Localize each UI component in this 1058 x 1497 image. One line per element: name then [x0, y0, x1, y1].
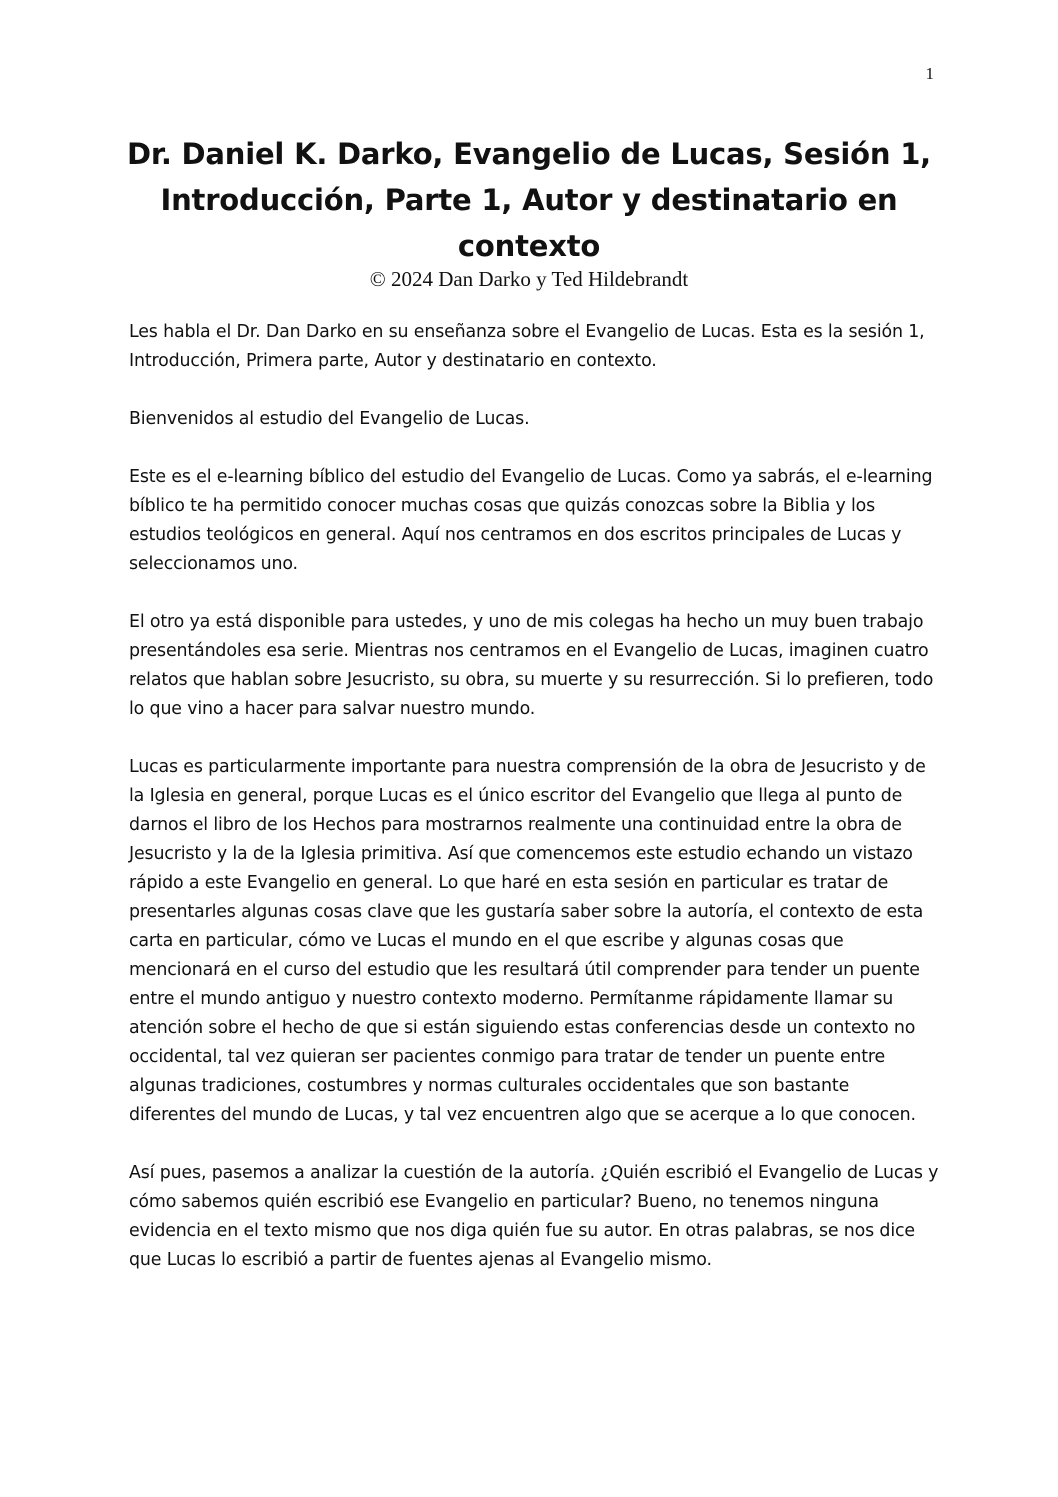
title-line: contexto	[457, 229, 601, 263]
copyright-line: © 2024 Dan Darko y Ted Hildebrandt	[369, 267, 689, 291]
paragraph: Este es el e-learning bíblico del estudio del Evangelio de Lucas. Como ya sabrás, el e-learning bíblico te ha permitido conocer muchas cosas que quizás conozcas sobre la Biblia y los estudios teológicos en general. Aquí nos centramos en dos escritos principales de Lucas y seleccionamos uno.	[129, 467, 933, 574]
paragraph: El otro ya está disponible para ustedes, y uno de mis colegas ha hecho un muy buen trabajo presentándoles esa serie. Mientras nos centramos en el Evangelio de Lucas, imaginen cuatro relatos que hablan sobre Jesucristo, su obra, su muerte y su resurrección. Si lo prefieren, todo lo que vino a hacer para salvar nuestro mundo.	[129, 612, 934, 719]
page-number: 1	[925, 64, 934, 83]
document-title	[100, 131, 958, 269]
document-body	[129, 318, 939, 1304]
paragraph: Les habla el Dr. Dan Darko en su enseñanza sobre el Evangelio de Lucas. Esta es la sesión 1, Introducción, Primera parte, Autor y destinatario en contexto.	[129, 322, 925, 371]
paragraph: Bienvenidos al estudio del Evangelio de Lucas.	[129, 409, 530, 429]
paragraph: Así pues, pasemos a analizar la cuestión de la autoría. ¿Quién escribió el Evangelio de Lucas y cómo sabemos quién escribió ese Evangelio en particular? Bueno, no tenemos ninguna evidencia en el texto mismo que nos diga quién fue su autor. En otras palabras, se nos dice que Lucas lo escribió a partir de fuentes ajenas al Evangelio mismo.	[129, 1163, 939, 1270]
title-line: Dr. Daniel K. Darko, Evangelio de Lucas, Sesión 1,	[126, 137, 931, 171]
paragraph: Lucas es particularmente importante para nuestra comprensión de la obra de Jesucristo y de la Iglesia en general, porque Lucas es el único escritor del Evangelio que llega al punto de darnos el libro de los Hechos para mostrarnos realmente una continuidad entre la obra de Jesucristo y la de la Iglesia primitiva. Así que comencemos este estudio echando un vistazo rápido a este Evangelio en general. Lo que haré en esta sesión en particular es tratar de presentarles algunas cosas clave que les gustaría saber sobre la autoría, el contexto de esta carta en particular, cómo ve Lucas el mundo en el que escribe y algunas cosas que mencionará en el curso del estudio que les resultará útil comprender para tender un puente entre el mundo antiguo y nuestro contexto moderno. Permítanme rápidamente llamar su atención sobre el hecho de que si están siguiendo estas conferencias desde un contexto no occidental, tal vez quieran ser pacientes conmigo para tratar de tender un puente entre algunas tradiciones, costumbres y normas culturales occidentales que son bastante diferentes del mundo de Lucas, y tal vez encuentren algo que se acerque a lo que conocen.	[129, 757, 926, 1125]
title-line: Introducción, Parte 1, Autor y destinatario en	[160, 183, 898, 217]
